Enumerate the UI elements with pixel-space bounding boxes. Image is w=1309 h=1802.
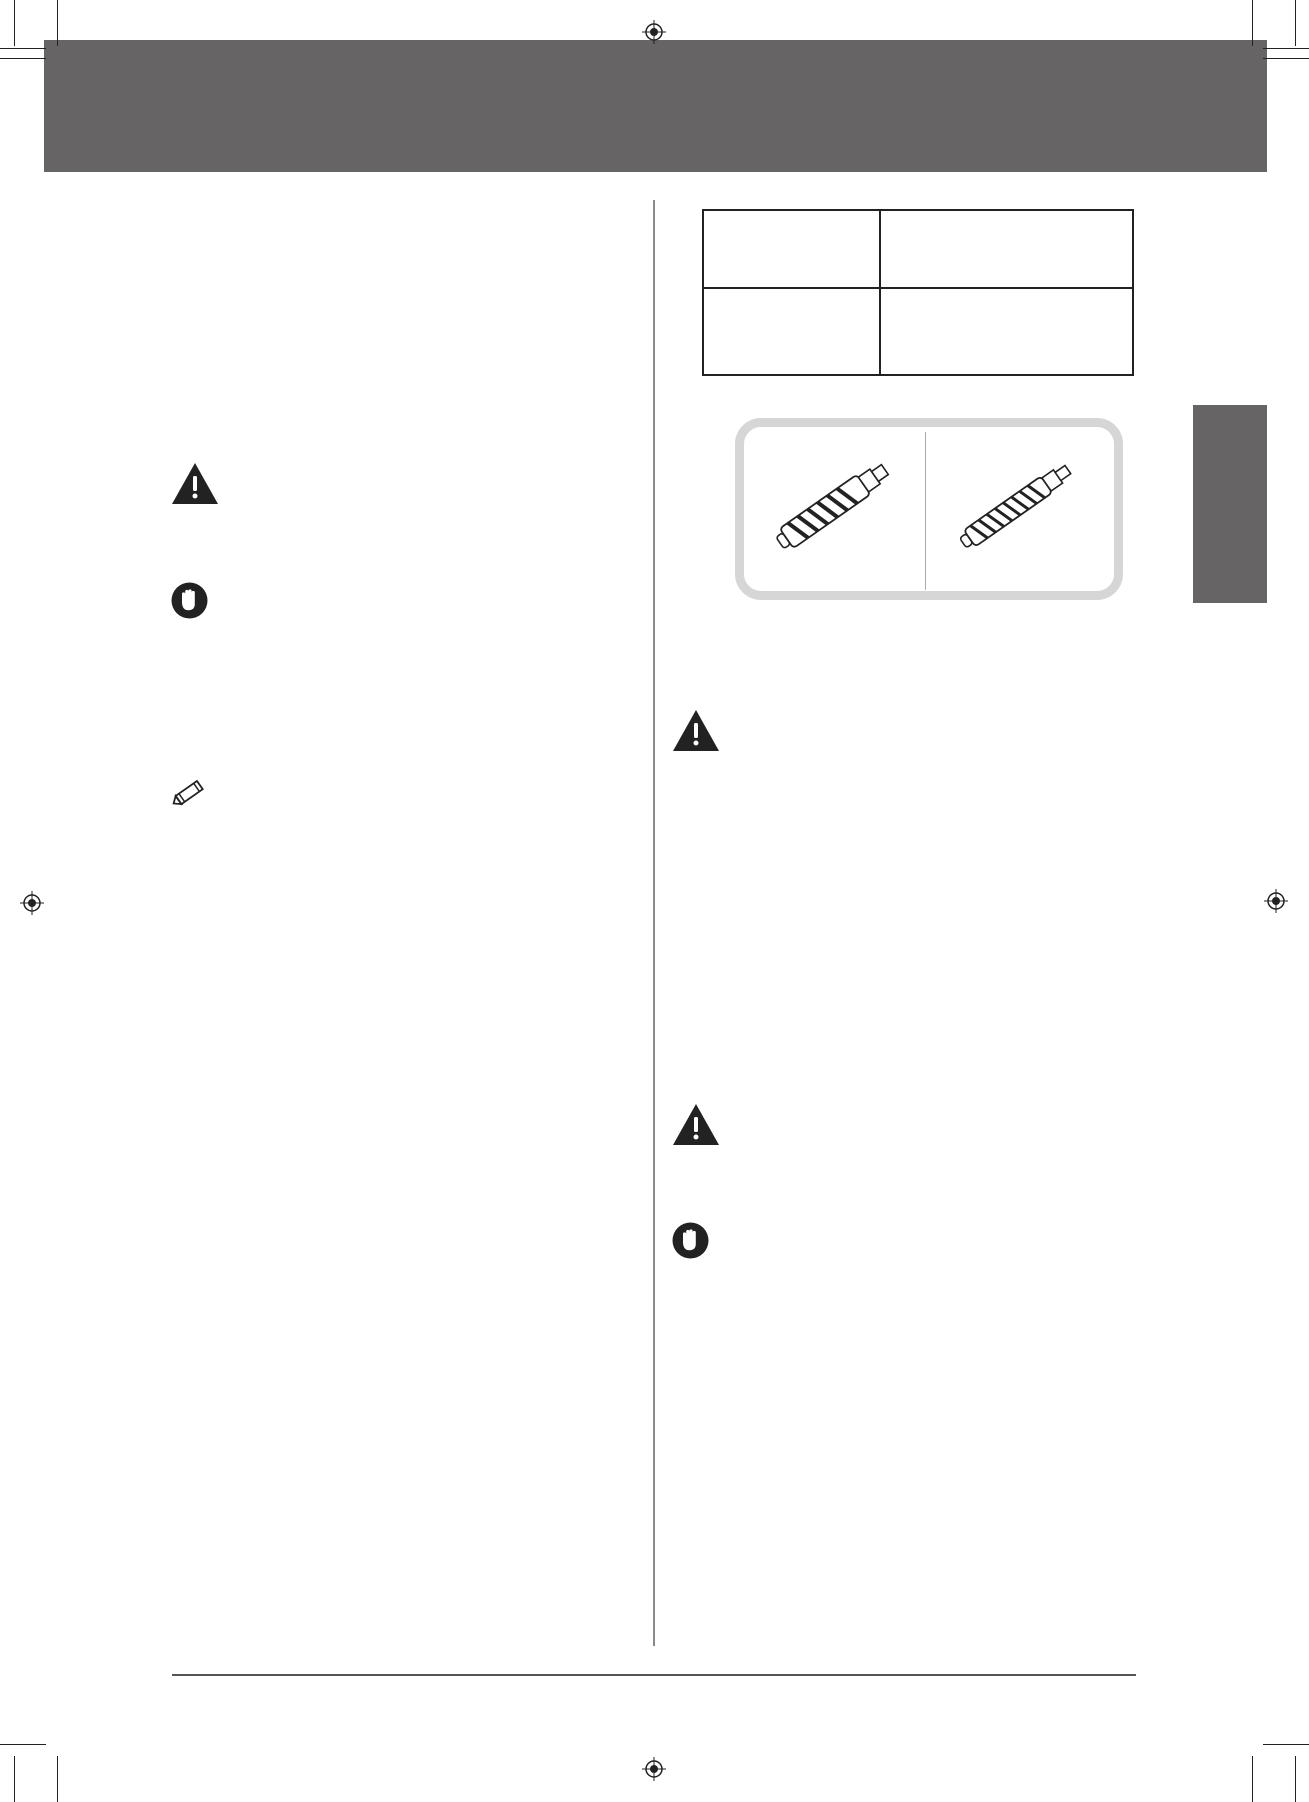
footer-rule <box>172 1674 1136 1676</box>
header-band <box>44 40 1267 172</box>
table-row <box>703 288 1133 375</box>
table-cell <box>703 210 880 288</box>
crop-mark <box>0 1744 46 1745</box>
crop-mark <box>1263 48 1309 49</box>
crop-mark <box>14 1756 15 1802</box>
table-cell <box>703 288 880 375</box>
registration-mark-icon <box>20 891 44 915</box>
crop-mark <box>0 58 46 59</box>
warning-triangle-icon <box>171 462 219 505</box>
registration-mark-icon <box>642 1757 666 1781</box>
crop-mark <box>1252 0 1253 46</box>
crop-mark <box>57 1756 58 1802</box>
warning-triangle-icon <box>672 1103 720 1146</box>
crop-mark <box>1295 0 1296 46</box>
toner-cartridge-illustration <box>955 463 1085 555</box>
crop-mark <box>1295 1756 1296 1802</box>
crop-mark <box>0 48 46 49</box>
crop-mark <box>1252 1756 1253 1802</box>
registration-mark-icon <box>642 20 666 44</box>
crop-mark <box>1263 1744 1309 1745</box>
table-cell <box>880 210 1133 288</box>
note-pencil-icon <box>170 776 210 808</box>
illustration-divider <box>925 432 926 590</box>
important-hand-icon <box>171 582 208 619</box>
table-row <box>703 210 1133 288</box>
crop-mark <box>1263 58 1309 59</box>
column-divider <box>653 200 655 1646</box>
important-hand-icon <box>672 1222 709 1259</box>
spec-table <box>702 209 1134 376</box>
chapter-side-tab <box>1193 405 1267 603</box>
toner-cartridge-illustration <box>772 463 902 555</box>
warning-triangle-icon <box>672 709 720 752</box>
table-cell <box>880 288 1133 375</box>
crop-mark <box>14 0 15 46</box>
crop-mark <box>57 0 58 46</box>
registration-mark-icon <box>1264 889 1288 913</box>
